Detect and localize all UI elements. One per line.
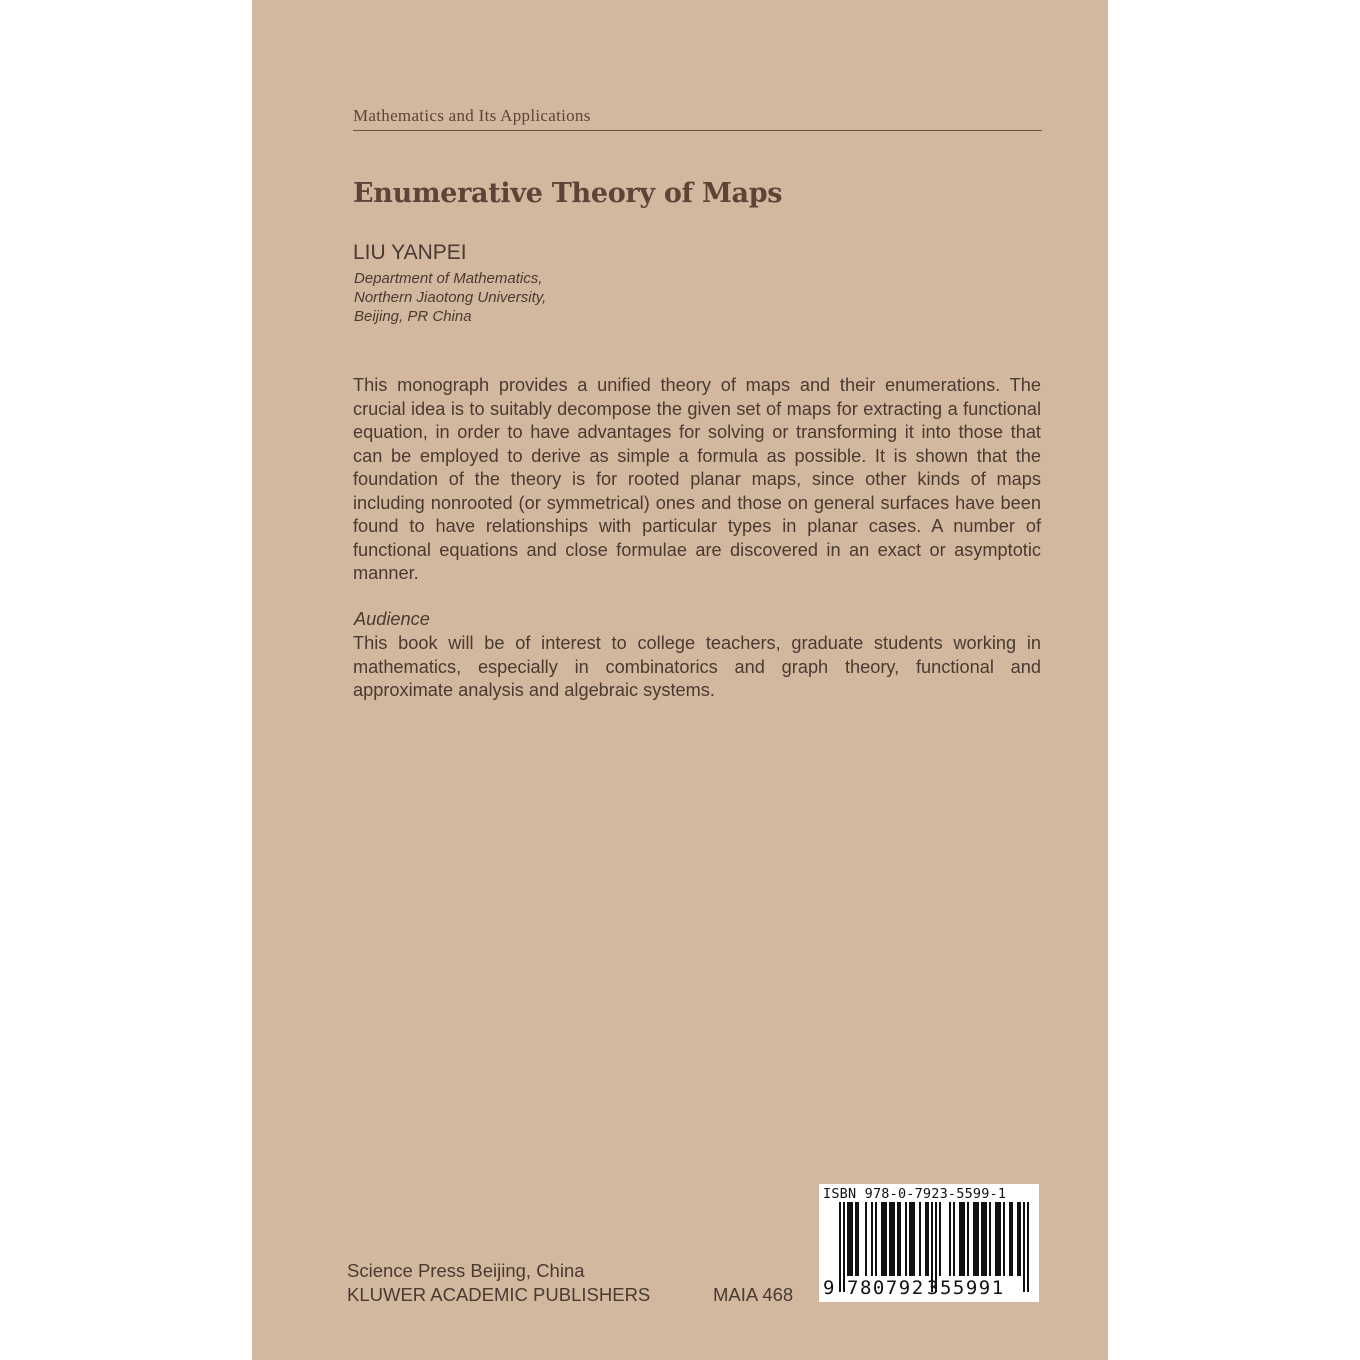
barcode-bar [893, 1202, 895, 1276]
ean-left-digits: 780792 [847, 1277, 925, 1299]
barcode-bar [999, 1202, 1001, 1276]
barcode-bar [1011, 1202, 1013, 1276]
barcode-bar [949, 1202, 951, 1276]
barcode-bar [865, 1202, 867, 1276]
barcode-bar [883, 1202, 885, 1276]
barcode-bar [843, 1202, 845, 1292]
isbn-barcode [819, 1184, 1039, 1302]
barcode-bar [1003, 1202, 1005, 1276]
barcode-bar [981, 1202, 983, 1276]
barcode-bar [985, 1202, 987, 1276]
barcode-bar [851, 1202, 853, 1276]
barcode-bar [1019, 1202, 1021, 1276]
publisher-line-2: KLUWER ACADEMIC PUBLISHERS [347, 1284, 651, 1305]
barcode-bar [891, 1202, 893, 1276]
series-name: Mathematics and Its Applications [353, 106, 1042, 131]
barcode-bar [885, 1202, 887, 1276]
barcode-bar [997, 1202, 999, 1276]
barcode-bar [881, 1202, 883, 1276]
back-cover [252, 0, 1108, 1360]
barcode-bar [847, 1202, 849, 1276]
barcode-bar [973, 1202, 975, 1276]
barcode-bar [919, 1202, 921, 1276]
barcode-bar [927, 1202, 929, 1276]
book-description: This monograph provides a unified theory of maps and their enumerations. The crucial idea is to suitably decompose the given set of maps for extracting a functional equation, in order to have advantages for solving or transforming it into those that can be employed to derive as simple a formula as possible. It is shown that the foundation of the theory is for rooted planar maps, since other kinds of maps including nonrooted (or symmetrical) ones and those on general surfaces have been found to have relationships with particular types in planar cases. A number of functional equations and close formulae are discovered in an exact or asymptotic manner. [353, 375, 1041, 583]
barcode-bar [959, 1202, 961, 1276]
barcode-bar [939, 1202, 941, 1276]
barcode-bar [989, 1202, 991, 1276]
barcode-bar [983, 1202, 985, 1276]
barcode-bar [855, 1202, 857, 1276]
barcode-bar [909, 1202, 911, 1276]
barcode-bar [1023, 1202, 1025, 1292]
barcode-bar [839, 1202, 841, 1292]
barcode-bar [897, 1202, 899, 1276]
publisher-line-1: Science Press Beijing, China [347, 1260, 585, 1281]
ean-right-digits: 355991 [927, 1277, 1005, 1299]
barcode-bar [1017, 1202, 1019, 1276]
barcode-bar [899, 1202, 901, 1276]
barcode-bar [1027, 1202, 1029, 1292]
barcode-bar [889, 1202, 891, 1276]
barcode-bar [871, 1202, 873, 1276]
barcode-bar [953, 1202, 955, 1276]
barcode-bar [977, 1202, 979, 1276]
ean-first-digit: 9 [823, 1277, 835, 1299]
audience-heading: Audience [354, 609, 430, 629]
barcode-bar [963, 1202, 965, 1276]
audience-text: This book will be of interest to college teachers, graduate students working in mathematics, especially in combinatorics and graph theory, functional and approximate analysis and algebraic systems. [353, 633, 1041, 700]
book-title: Enumerative Theory of Maps [353, 178, 783, 209]
series-code: MAIA 468 [713, 1284, 794, 1305]
isbn-label: ISBN 978-0-7923-5599-1 [823, 1186, 1007, 1202]
barcode-bar [905, 1202, 907, 1276]
barcode-bar [849, 1202, 851, 1276]
affiliation-line: Department of Mathematics, [354, 270, 543, 287]
author-affiliation [354, 269, 546, 326]
barcode-bar [913, 1202, 915, 1276]
author-name: LIU YANPEI [353, 241, 467, 264]
barcode-bar [995, 1202, 997, 1276]
affiliation-line: Beijing, PR China [354, 308, 472, 325]
barcode-bar [857, 1202, 859, 1276]
barcode-bar [975, 1202, 977, 1276]
barcode-bar [875, 1202, 877, 1276]
barcode-bar [961, 1202, 963, 1276]
barcode-bar [1009, 1202, 1011, 1276]
barcode-bar [925, 1202, 927, 1276]
barcode-bar [967, 1202, 969, 1276]
affiliation-line: Northern Jiaotong University, [354, 289, 547, 306]
barcode-bar [911, 1202, 913, 1276]
